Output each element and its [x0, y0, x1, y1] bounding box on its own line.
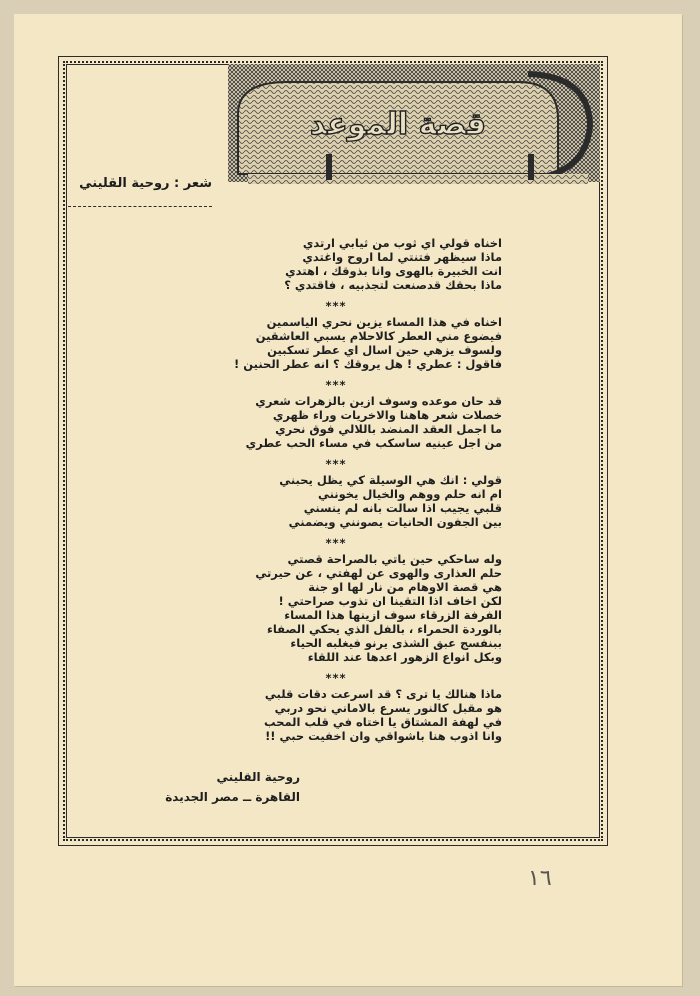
- title-banner-graphic: [228, 64, 600, 194]
- poem-line: اخناه قولي اي ثوب من ثيابي ارتدي: [302, 236, 502, 250]
- signature-name: روحية القليني: [216, 770, 300, 784]
- poem-line: لكن اخاف اذا التقينا ان تذوب صراحتي !: [278, 594, 502, 608]
- poem-line: فيضوع مني العطر كالاحلام يسبي العاشقين: [255, 329, 502, 343]
- stanza-separator: ***: [325, 671, 347, 685]
- poem-body: [234, 236, 502, 743]
- poem-line: قد حان موعده وسوف ازين بالزهرات شعري: [255, 394, 502, 408]
- stanza: [240, 552, 502, 664]
- poem-line: وبكل انواع الزهور اعدها عند اللقاء: [307, 650, 502, 664]
- poem-line: هي قصة الاوهام من نار لها او جنة: [308, 580, 502, 594]
- poem-line: ماذا بحقك قدصنعت لتجذبيه ، فاقتدي ؟: [284, 278, 502, 292]
- stanza: [240, 473, 502, 529]
- poem-line: في لهفة المشتاق يا اختاه في قلب المحب: [264, 715, 502, 729]
- poem-line: وله ساحكي حين ياتي بالصراحة قصتي: [287, 552, 502, 566]
- poem-line: هو مقبل كالنور يسرع بالاماني نحو دربي: [274, 701, 502, 715]
- title-text: قصة الموعد: [309, 107, 487, 142]
- poem-line: الفرفة الزرقاء سوف ازينها هذا المساء: [284, 608, 502, 622]
- stanza-separator: ***: [325, 299, 347, 313]
- poem-line: من اجل عينيه ساسكب في مساء الحب عطري: [245, 436, 502, 450]
- stanza-separator: ***: [325, 536, 347, 550]
- poet-byline: شعر : روحية القليني: [79, 176, 212, 191]
- poem-line: انت الخبيرة بالهوى وانا بذوقك ، اهتدي: [285, 264, 502, 278]
- poem-line: اخناه في هذا المساء يزين نحري الياسمين: [266, 315, 502, 329]
- poem-line: خصلات شعر هاهنا والاخريات وراء ظهري: [272, 408, 502, 422]
- title-banner: [228, 64, 600, 194]
- byline-divider: [68, 206, 212, 207]
- signature-place: القاهرة ــ مصر الجديدة: [165, 790, 300, 804]
- poem-line: وانا اذوب هنا باشواقي وان اخفيت حبي !!: [265, 729, 502, 743]
- poem-line: قلبي يجيب اذا سالت بانه لم ينسني: [303, 501, 502, 515]
- poem-line: قولي : انك هي الوسيلة كي يظل يحبني: [279, 473, 502, 487]
- poem-line: ما اجمل العقد المنضد باللالي فوق نحري: [275, 422, 502, 436]
- page-number: ١٦: [528, 866, 552, 891]
- poem-line: بالوردة الحمراء ، بالفل الذي يحكي الصفاء: [266, 622, 502, 636]
- stanza-separator: ***: [325, 457, 347, 471]
- poem-line: بين الجفون الحانيات يصونني ويضمني: [288, 515, 502, 529]
- stanza-separator: ***: [325, 378, 347, 392]
- stanza: [240, 236, 502, 292]
- stanza: [240, 687, 502, 743]
- poem-line: ماذا سيظهر فتنتي لما اروح واغتدي: [302, 250, 502, 264]
- poem-line: حلم العذارى والهوى عن لهفتي ، عن حيرتي: [255, 566, 502, 580]
- poem-line: ماذا هنالك يا ترى ؟ قد اسرعت دقات قلبي: [264, 687, 502, 701]
- poem-line: ام انه حلم ووهم والخيال يخونني: [317, 487, 502, 501]
- poem-line: ولسوف يزهي حين اسال اي عطر تسكبين: [267, 343, 502, 357]
- poem-line: فاقول : عطري ! هل يروقك ؟ انه عطر الحنين !: [234, 357, 502, 371]
- stanza: [240, 394, 502, 450]
- poem-line: ببنفسج عبق الشذى يرنو فيغلبه الحياء: [290, 636, 502, 650]
- stanza: [234, 315, 502, 371]
